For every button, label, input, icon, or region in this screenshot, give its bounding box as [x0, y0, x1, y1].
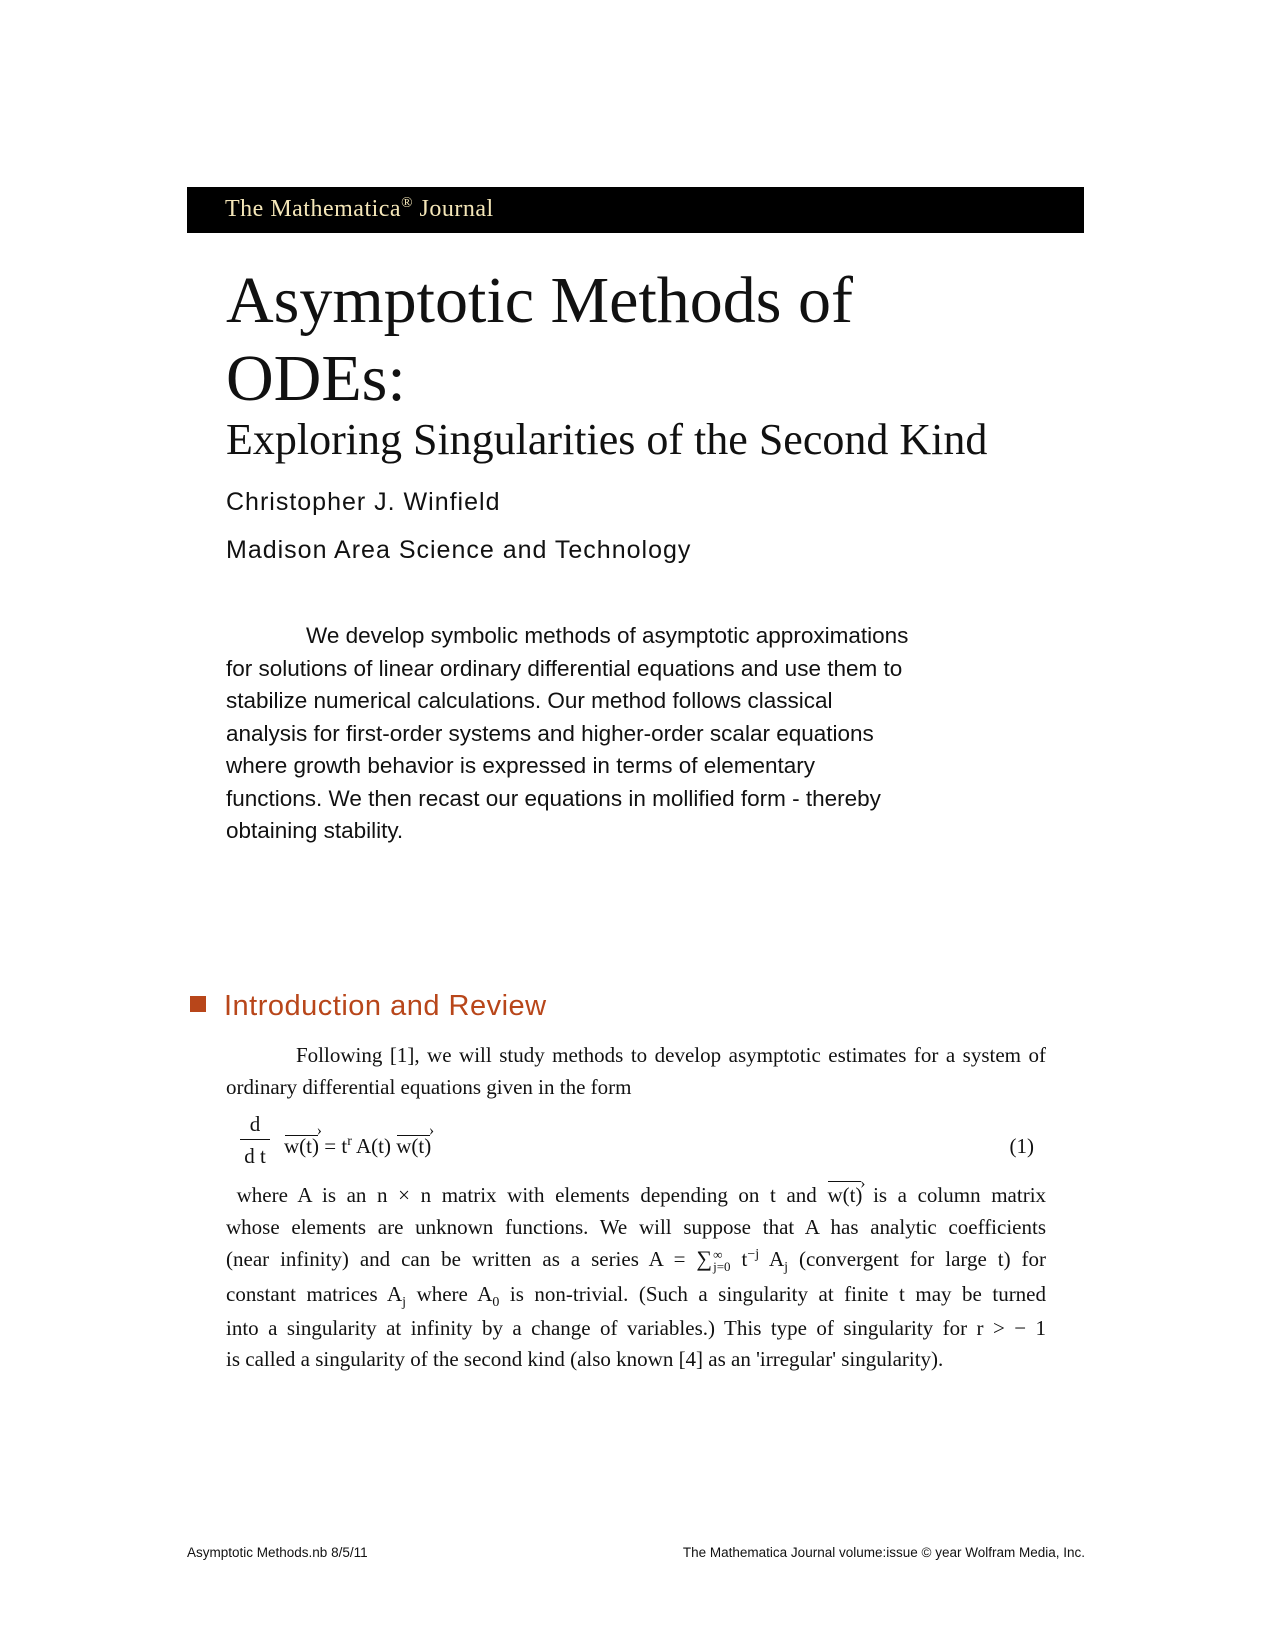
body-line-6: is called a singularity of the second kind (also known [4] as an 'irregular' singularity). — [226, 1347, 944, 1371]
fraction-numerator: d — [249, 1112, 261, 1136]
journal-name-text: The Mathematica — [225, 196, 402, 222]
author: Christopher J. Winfield — [226, 488, 501, 516]
sum-limits — [713, 1249, 730, 1273]
body-line-4 — [226, 1276, 1046, 1313]
title-line-1: Asymptotic Methods of — [226, 264, 853, 337]
body-l3-a: (near infinity) and can be written as a series A = — [226, 1247, 686, 1271]
derivative-fraction — [240, 1112, 270, 1168]
series-exponent: −j — [747, 1247, 760, 1262]
eq-matrix: A(t) — [355, 1134, 391, 1158]
fraction-bar — [240, 1139, 270, 1140]
section-heading — [190, 990, 547, 1023]
equals-sign: = — [324, 1134, 337, 1158]
body-line-3 — [226, 1243, 1046, 1276]
body-line-1 — [226, 1180, 1046, 1212]
paper-title — [226, 262, 1046, 418]
series-subscript: j — [784, 1260, 789, 1276]
body-l1-a: where A is an n × n matrix with elements depending on t and — [236, 1183, 817, 1207]
journal-banner — [187, 187, 1084, 233]
footer-copyright: The Mathematica Journal volume:issue © year Wolfram Media, Inc. — [682, 1545, 1085, 1560]
section-square-icon — [190, 996, 206, 1012]
body-l4-a: constant matrices A — [226, 1281, 403, 1306]
eq-exponent: r — [347, 1134, 352, 1149]
footer-filename: Asymptotic Methods.nb 8/5/11 — [187, 1545, 368, 1560]
body-paragraph — [226, 1180, 1046, 1376]
section-title: Introduction and Review — [224, 990, 547, 1022]
vector-w: w(t) › — [284, 1134, 319, 1159]
registered-mark: ® — [401, 195, 413, 211]
journal-name — [225, 196, 494, 223]
body-l3-b: (convergent for large t) for — [798, 1247, 1047, 1271]
abstract: We develop symbolic methods of asymptotic approximations for solutions of linear ordinary differential equations and use them to stabilize numerical calculations. Our method follows classical analysis for first-order systems and higher-order scalar equations where growth behavior is expressed in terms of elementary functions. We then recast our equations in mollified form - thereby obtaining stability. — [226, 623, 909, 843]
vector-w-inline: w(t) › — [827, 1180, 862, 1212]
equation-1 — [240, 1112, 1046, 1184]
sum-lower: j=0 — [713, 1259, 731, 1275]
paper-subtitle: Exploring Singularities of the Second Kind — [226, 415, 988, 464]
body-l4-b: where A — [416, 1281, 493, 1306]
series-A: A — [768, 1247, 785, 1271]
a0-subscript: 0 — [492, 1294, 500, 1310]
intro-paragraph: Following [1], we will study methods to develop asymptotic estimates for a system of ordinary differential equations given in the form — [226, 1043, 1046, 1099]
fraction-denominator: d t — [244, 1144, 266, 1168]
journal-suffix: Journal — [419, 196, 494, 222]
vector-w-2: w(t) › — [396, 1134, 431, 1159]
body-line-2: whose elements are unknown functions. We will suppose that A has analytic coefficients — [226, 1214, 1046, 1239]
body-line-5: into a singularity at infinity by a change of variables.) This type of singularity for r > − 1 — [226, 1315, 1046, 1340]
eq-t: t — [341, 1134, 348, 1158]
equation-body — [284, 1134, 431, 1159]
series-t: t — [741, 1247, 748, 1271]
aj-subscript: j — [402, 1294, 407, 1310]
sum-upper: ∞ — [713, 1247, 723, 1263]
affiliation: Madison Area Science and Technology — [226, 536, 692, 564]
title-line-2: ODEs: — [226, 342, 406, 415]
sum-symbol: ∑ — [696, 1246, 713, 1271]
body-l1-b: is a column matrix — [873, 1183, 1047, 1207]
body-l4-c: is non-trivial. (Such a singularity at finite t may be turned — [509, 1281, 1047, 1306]
equation-number: (1) — [1009, 1134, 1034, 1158]
